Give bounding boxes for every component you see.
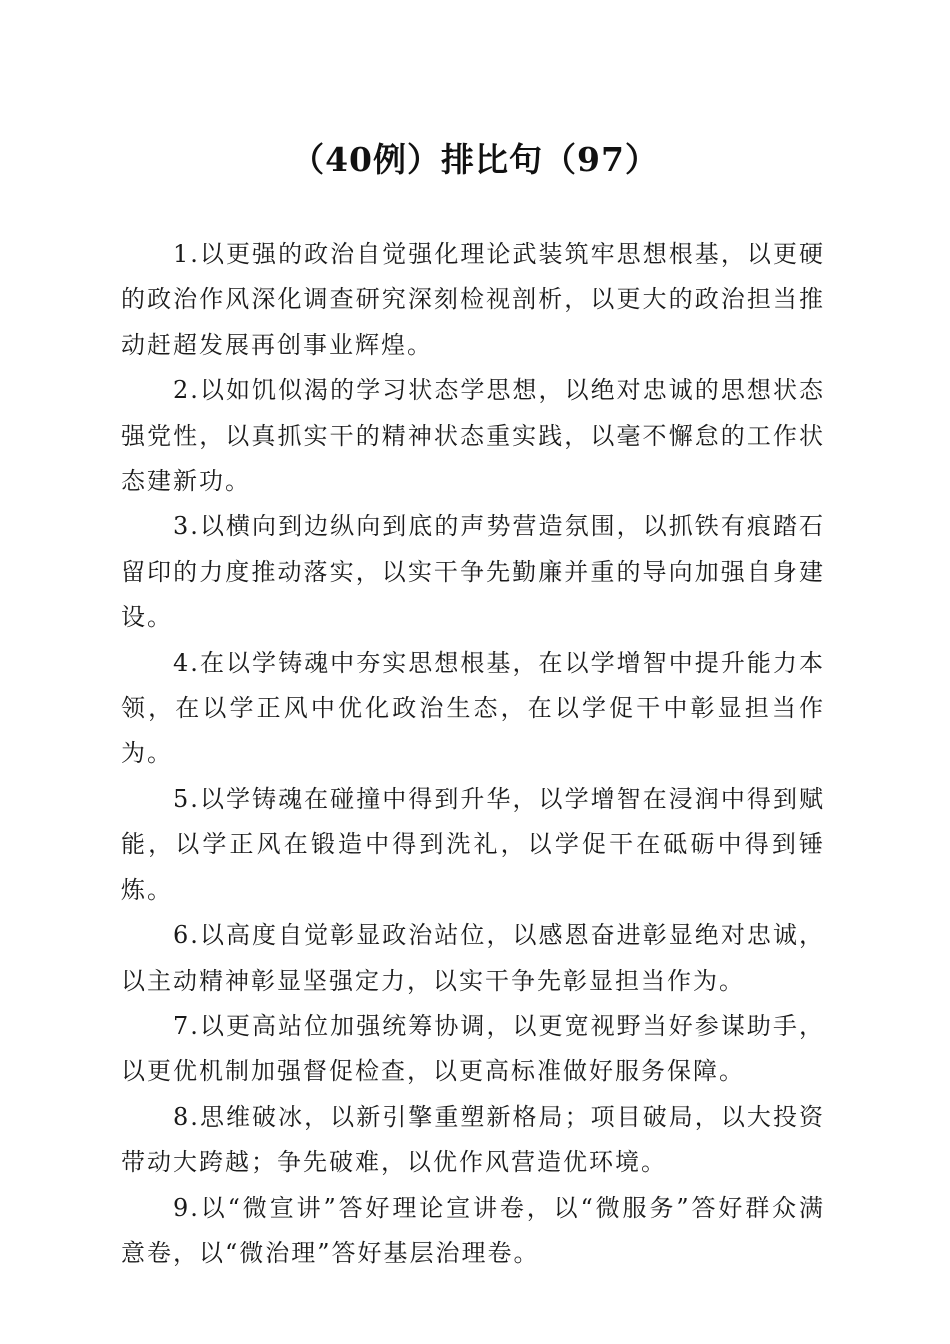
paragraph-2: 2.以如饥似渴的学习状态学思想，以绝对忠诚的思想状态强党性，以真抓实干的精神状态重实践，以毫不懈怠的工作状态建新功。 (121, 376, 825, 496)
paragraph-4: 4.在以学铸魂中夯实思想根基，在以学增智中提升能力本领，在以学正风中优化政治生态，在以学促干中彰显担当作为。 (121, 648, 825, 768)
paragraph-3: 3.以横向到边纵向到底的声势营造氛围，以抓铁有痕踏石留印的力度推动落实，以实干争先勤廉并重的导向加强自身建设。 (121, 512, 825, 632)
paragraph-5: 5.以学铸魂在碰撞中得到升华，以学增智在浸润中得到赋能，以学正风在锻造中得到洗礼，以学促干在砥砺中得到锤炼。 (121, 784, 825, 904)
paragraph-9: 9.以“微宣讲”答好理论宣讲卷，以“微服务”答好群众满意卷，以“微治理”答好基层治理卷。 (121, 1193, 825, 1267)
paragraph-1: 1.以更强的政治自觉强化理论武装筑牢思想根基，以更硬的政治作风深化调查研究深刻检视剖析，以更大的政治担当推动赶超发展再创事业辉煌。 (121, 240, 825, 359)
document-body (121, 232, 825, 1276)
paragraph-6: 6.以高度自觉彰显政治站位，以感恩奋进彰显绝对忠诚，以主动精神彰显坚强定力，以实干争先彰显担当作为。 (121, 921, 825, 995)
paragraph-7: 7.以更高站位加强统筹协调，以更宽视野当好参谋助手，以更优机制加强督促检查，以更高标准做好服务保障。 (121, 1011, 825, 1086)
paragraph-8: 8.思维破冰，以新引擎重塑新格局；项目破局，以大投资带动大跨越；争先破难，以优作风营造优环境。 (121, 1102, 825, 1177)
document-title: （40例）排比句（97） (291, 140, 659, 179)
